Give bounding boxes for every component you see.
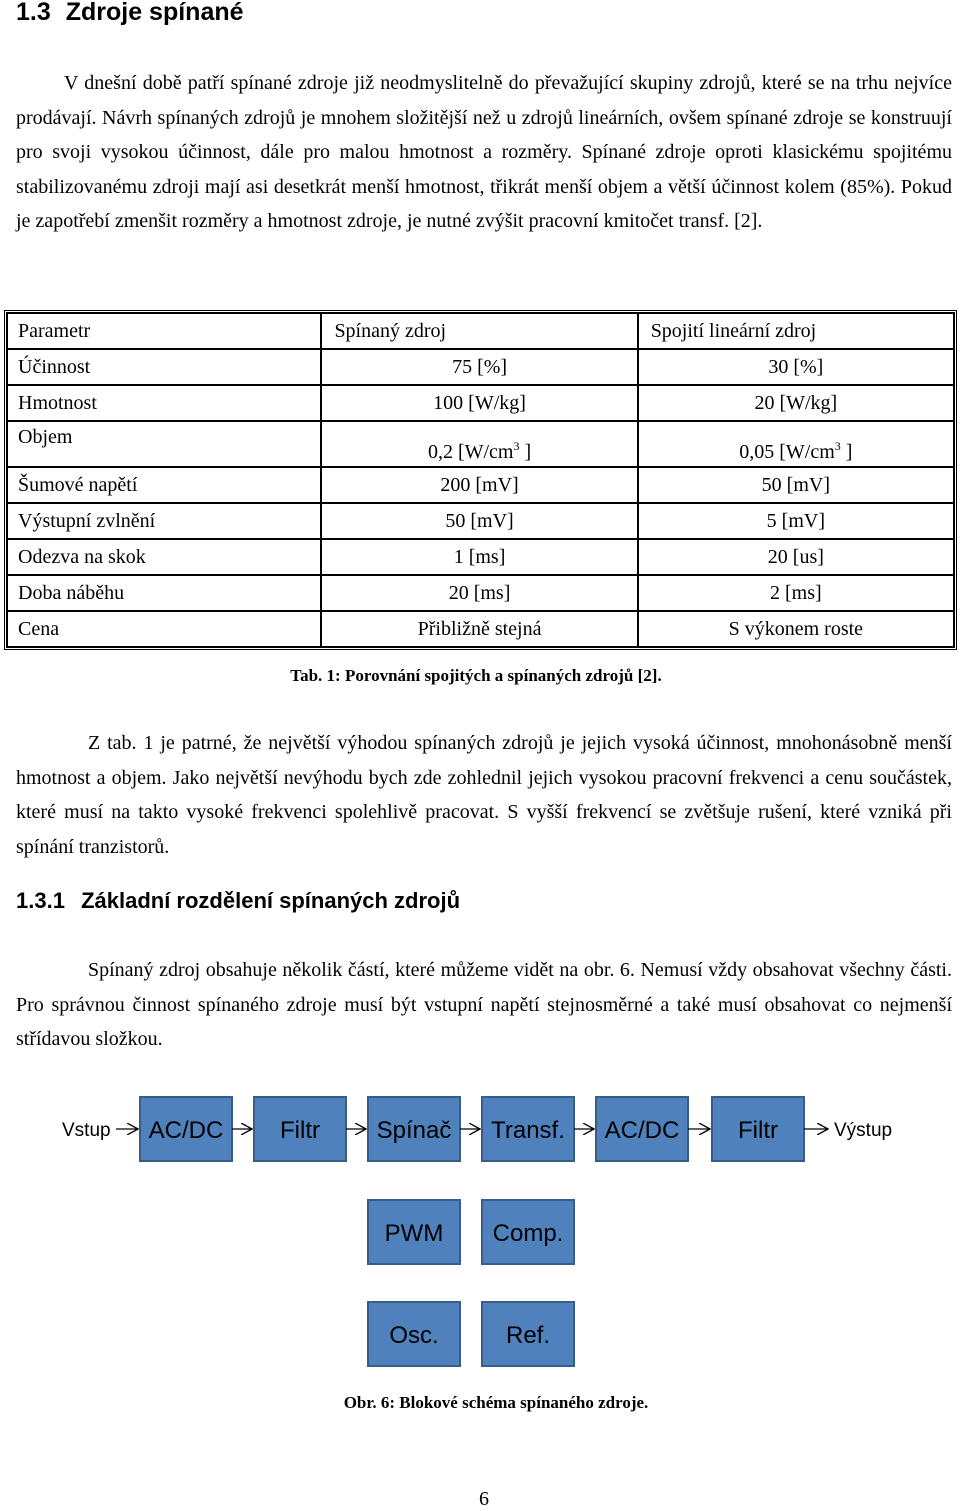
block-label: Spínač xyxy=(376,1117,452,1144)
block-diagram xyxy=(0,1080,960,1380)
block-label: AC/DC xyxy=(148,1117,224,1144)
block-label: PWM xyxy=(384,1220,444,1247)
block-acdc-2 xyxy=(596,1097,688,1161)
block-paragraph xyxy=(16,953,952,1057)
section-title: Zdroje spínané xyxy=(65,0,244,26)
table-cell: 100 [W/kg] xyxy=(321,385,637,421)
table-row xyxy=(7,385,954,421)
analysis-paragraph xyxy=(16,726,952,864)
section-heading xyxy=(16,0,244,27)
table-cell: 50 [mV] xyxy=(638,467,954,503)
table-caption: Tab. 1: Porovnání spojitých a spínaných zdrojů [2]. xyxy=(290,666,662,685)
block-filtr-2 xyxy=(712,1097,804,1161)
block-label: Transf. xyxy=(491,1117,565,1144)
table-cell: 1 [ms] xyxy=(321,539,637,575)
block-transf xyxy=(482,1097,574,1161)
table-row xyxy=(7,539,954,575)
table-cell: 30 [%] xyxy=(638,349,954,385)
header-cell: Spínaný zdroj xyxy=(321,313,637,349)
block-label: Filtr xyxy=(280,1117,320,1144)
table-cell xyxy=(321,421,637,467)
table-cell: 20 [ms] xyxy=(321,575,637,611)
block-label: Comp. xyxy=(492,1220,564,1247)
superscript-3: 3 xyxy=(513,439,520,453)
block-osc xyxy=(368,1302,460,1366)
output-label: Výstup xyxy=(834,1120,893,1141)
block-acdc-1 xyxy=(140,1097,232,1161)
volume-value: 0,2 [W/cm xyxy=(427,441,514,463)
block-label: Ref. xyxy=(505,1322,551,1349)
comparison-table xyxy=(4,310,957,650)
page-number: 6 xyxy=(479,1488,489,1510)
block-pwm xyxy=(368,1200,460,1264)
table-cell: 5 [mV] xyxy=(638,503,954,539)
table-cell: Účinnost xyxy=(7,349,321,385)
analysis-paragraph-text: Z tab. 1 je patrné, že největší výhodou spínaných zdrojů je jejich vysoká účinnost, mnohonásobně menší hmotnost a objem. Jako největší nevýhodu bych zde zohlednil jejich vysokou pracovní frekvenci a cenu součástek, které musí na takto vysoké frekvenci spolehlivě pracovat. S vyšší frekvencí se zvětšuje rušení, které vzniká při spínání tranzistorů. xyxy=(16,732,952,858)
header-cell: Spojití lineární zdroj xyxy=(638,313,954,349)
volume-close: ] xyxy=(840,441,853,463)
block-label: Filtr xyxy=(738,1117,778,1144)
figure-caption: Obr. 6: Blokové schéma spínaného zdroje. xyxy=(343,1393,649,1412)
table-cell: 200 [mV] xyxy=(321,467,637,503)
section-number: 1.3 xyxy=(16,0,51,26)
block-label: Osc. xyxy=(389,1322,439,1349)
table-cell: S výkonem roste xyxy=(638,611,954,647)
volume-close: ] xyxy=(519,441,532,463)
block-filtr-1 xyxy=(254,1097,346,1161)
block-spinac xyxy=(368,1097,460,1161)
table-row xyxy=(7,349,954,385)
table-cell: Objem xyxy=(7,421,321,467)
table-cell: Přibližně stejná xyxy=(321,611,637,647)
header-cell: Parametr xyxy=(7,313,321,349)
input-label: Vstup xyxy=(62,1120,111,1141)
intro-paragraph-text: V dnešní době patří spínané zdroje již neodmyslitelně do převažující skupiny zdrojů, které se na trhu nejvíce prodávají. Návrh spínaných zdrojů je mnohem složitější než u zdrojů lineárních, ovšem spínané zdroje se konstruují pro svoji vysokou účinnost, dále pro malou hmotnost a rozměry. Spínané zdroje oproti klasickému spojitému stabilizovanému zdroji mají asi desetkrát menší hmotnost, třikrát menší objem a větší účinnost kolem (85%). Pokud je zapotřebí zmenšit rozměry a hmotnost zdroje, je nutné zvýšit pracovní kmitočet transf. [2]. xyxy=(16,72,952,232)
table-cell: Výstupní zvlnění xyxy=(7,503,321,539)
table-cell: 20 [us] xyxy=(638,539,954,575)
table-cell xyxy=(638,421,954,467)
table-row xyxy=(7,503,954,539)
table-cell: Hmotnost xyxy=(7,385,321,421)
volume-value: 0,05 [W/cm xyxy=(739,441,835,463)
table-cell: 50 [mV] xyxy=(321,503,637,539)
superscript-3: 3 xyxy=(834,439,841,453)
table-cell: 20 [W/kg] xyxy=(638,385,954,421)
table-row xyxy=(7,575,954,611)
block-ref xyxy=(482,1302,574,1366)
table-cell: Doba náběhu xyxy=(7,575,321,611)
block-paragraph-text: Spínaný zdroj obsahuje několik částí, které můžeme vidět na obr. 6. Nemusí vždy obsahovat všechny části. Pro správnou činnost spínaného zdroje musí být vstupní napětí stejnosměrné a také musí obsahovat co nejmenší střídavou složkou. xyxy=(16,959,952,1050)
intro-paragraph xyxy=(16,66,952,239)
table-row xyxy=(7,611,954,647)
table-row xyxy=(7,421,954,467)
subsection-number: 1.3.1 xyxy=(16,888,65,913)
table-header-row xyxy=(7,313,954,349)
table-cell: Odezva na skok xyxy=(7,539,321,575)
table-cell: 2 [ms] xyxy=(638,575,954,611)
table-cell: Cena xyxy=(7,611,321,647)
table-cell: Šumové napětí xyxy=(7,467,321,503)
block-comp xyxy=(482,1200,574,1264)
subsection-title: Základní rozdělení spínaných zdrojů xyxy=(81,888,461,913)
table-cell: 75 [%] xyxy=(321,349,637,385)
subsection-heading xyxy=(16,888,460,914)
block-label: AC/DC xyxy=(604,1117,680,1144)
table-row xyxy=(7,467,954,503)
